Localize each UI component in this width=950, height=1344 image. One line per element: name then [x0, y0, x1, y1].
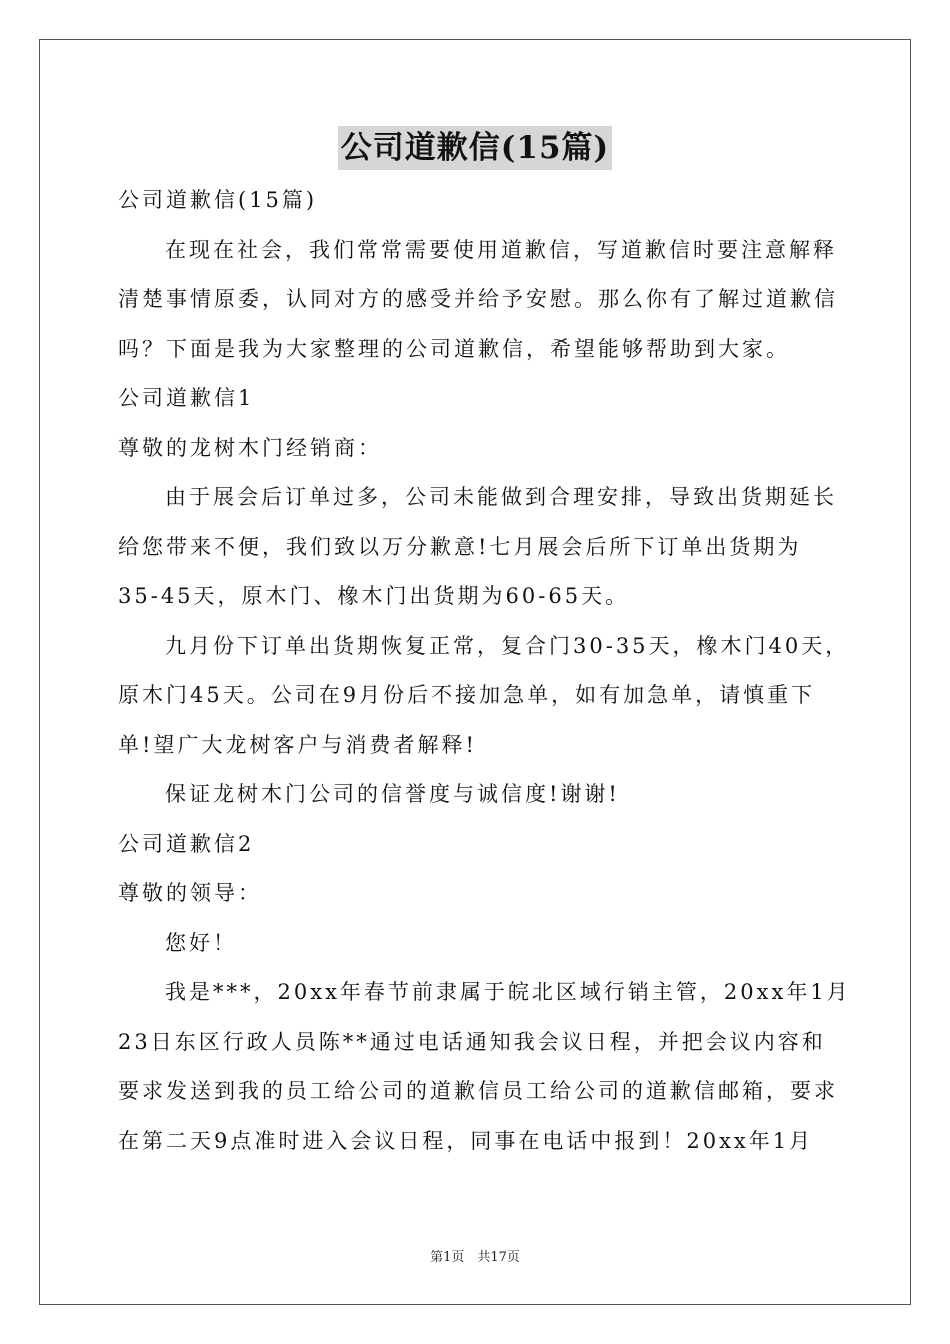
paragraph-line: 要求发送到我的员工给公司的道歉信员工给公司的道歉信邮箱，要求 — [118, 1079, 838, 1103]
paragraph-line: 35-45天，原木门、橡木门出货期为60-65天。 — [118, 584, 630, 608]
paragraph-line: 23日东区行政人员陈**通过电话通知我会议日程，并把会议内容和 — [118, 1029, 826, 1054]
paragraph-line: 九月份下订单出货期恢复正常，复合门30-35天，橡木门40天， — [165, 633, 850, 658]
paragraph-line: 保证龙树木门公司的信誉度与诚信度!谢谢! — [165, 782, 620, 806]
page-footer: 第1页 共17页 — [430, 1250, 520, 1265]
paragraph-line: 清楚事情原委，认同对方的感受并给予安慰。那么你有了解过道歉信 — [118, 287, 838, 311]
paragraph-line: 由于展会后订单过多，公司未能做到合理安排，导致出货期延长 — [165, 485, 837, 509]
subtitle-line: 公司道歉信(15篇) — [118, 188, 318, 212]
document-body — [118, 176, 851, 1166]
salutation-line: 尊敬的领导： — [118, 881, 262, 905]
section-heading: 公司道歉信1 — [118, 386, 255, 410]
title-container — [0, 126, 950, 170]
paragraph-line: 在第二天9点准时进入会议日程，同事在电话中报到！20xx年1月 — [118, 1128, 814, 1153]
paragraph-line: 原木门45天。公司在9月份后不接加急单，如有加急单，请慎重下 — [118, 683, 816, 707]
paragraph-line: 给您带来不便，我们致以万分歉意!七月展会后所下订单出货期为 — [118, 534, 802, 559]
paragraph-line: 我是***，20xx年春节前隶属于皖北区域行销主管，20xx年1月 — [165, 980, 851, 1004]
greeting-line: 您好！ — [165, 930, 237, 955]
paragraph-line: 吗？下面是我为大家整理的公司道歉信，希望能够帮助到大家。 — [118, 336, 790, 361]
salutation-line: 尊敬的龙树木门经销商： — [118, 435, 382, 460]
paragraph-line: 单!望广大龙树客户与消费者解释! — [118, 732, 477, 757]
paragraph-line: 在现在社会，我们常常需要使用道歉信，写道歉信时要注意解释 — [165, 237, 837, 262]
document-title: 公司道歉信(15篇) — [338, 126, 612, 170]
section-heading: 公司道歉信2 — [118, 831, 255, 856]
